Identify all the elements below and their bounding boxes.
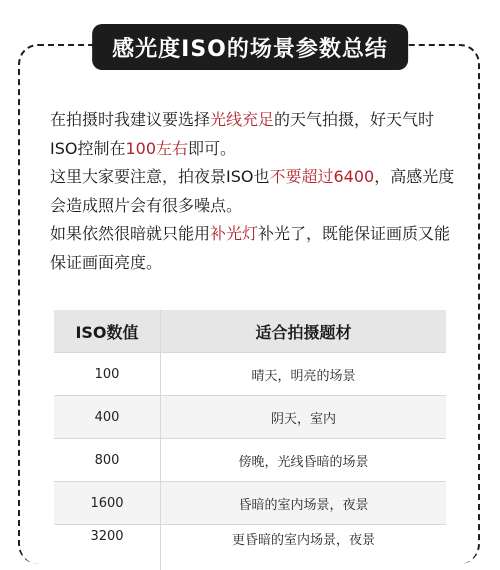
table-row xyxy=(54,353,446,396)
table-header-row xyxy=(54,310,446,353)
table-row xyxy=(54,525,446,570)
intro-paragraph-2: 这里大家要注意，拍夜景ISO也不要超过6400，高感光度会造成照片会有很多噪点。 xyxy=(50,163,460,220)
highlight-text: 不要超过6400 xyxy=(269,167,374,186)
subject-cell: 阴天，室内 xyxy=(161,396,447,439)
iso-value-cell: 800 xyxy=(54,439,161,482)
iso-value-cell: 100 xyxy=(54,353,161,396)
table-row xyxy=(54,396,446,439)
iso-value-cell: 3200 xyxy=(54,525,161,570)
subject-cell: 傍晚，光线昏暗的场景 xyxy=(161,439,447,482)
iso-table-container xyxy=(54,310,446,540)
subject-cell: 昏暗的室内场景，夜景 xyxy=(161,482,447,525)
subject-cell: 更昏暗的室内场景，夜景 xyxy=(161,525,447,570)
intro-paragraph-3: 如果依然很暗就只能用补光灯补光了，既能保证画质又能保证画面亮度。 xyxy=(50,220,460,277)
iso-table xyxy=(54,310,446,570)
table-row xyxy=(54,439,446,482)
iso-value-cell: 400 xyxy=(54,396,161,439)
iso-value-cell: 1600 xyxy=(54,482,161,525)
table-row xyxy=(54,482,446,525)
intro-paragraph-1: 在拍摄时我建议要选择光线充足的天气拍摄，好天气时ISO控制在100左右即可。 xyxy=(50,106,460,163)
intro-text xyxy=(50,106,460,277)
column-header-iso: ISO数值 xyxy=(54,310,161,353)
highlight-text: 光线充足 xyxy=(210,110,274,129)
page-title: 感光度ISO的场景参数总结 xyxy=(92,24,408,70)
highlight-text: 100左右 xyxy=(125,139,188,158)
subject-cell: 晴天，明亮的场景 xyxy=(161,353,447,396)
column-header-subject: 适合拍摄题材 xyxy=(161,310,447,353)
highlight-text: 补光灯 xyxy=(210,224,258,243)
